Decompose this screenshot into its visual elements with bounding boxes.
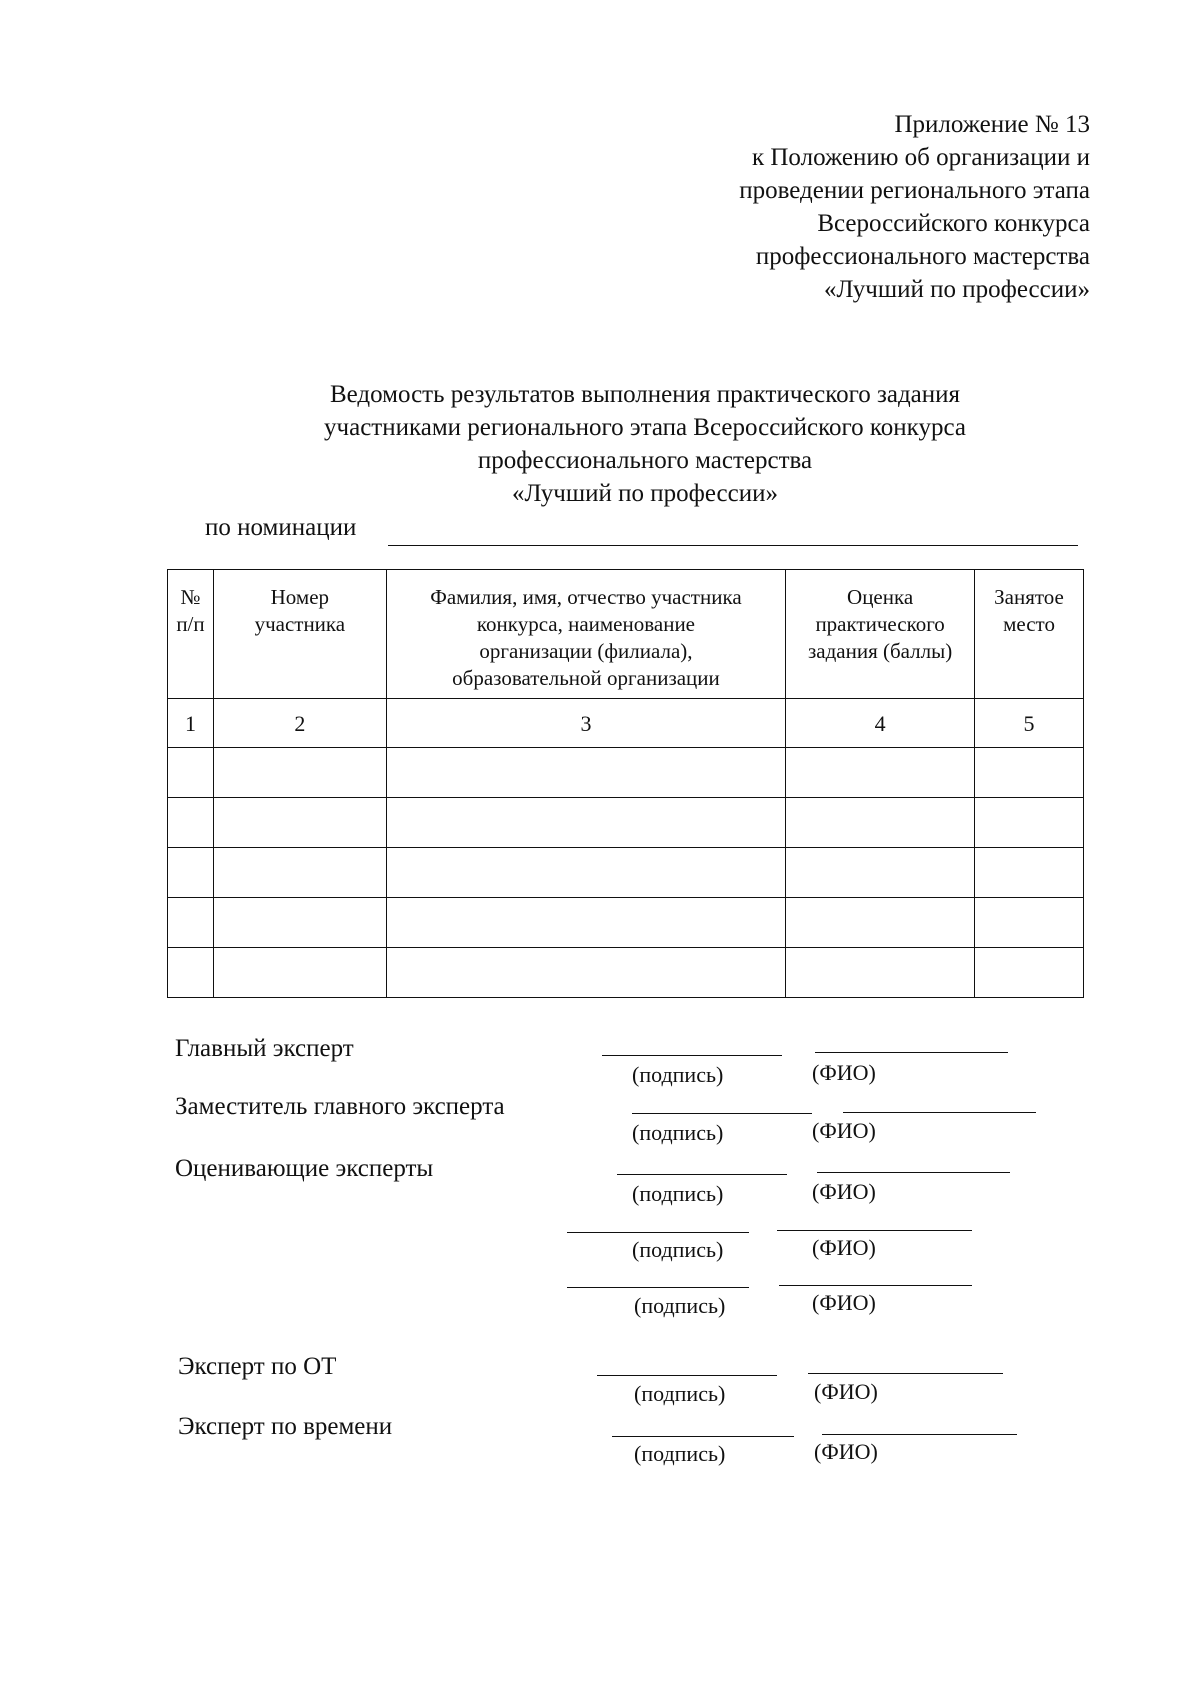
table-cell[interactable] <box>213 798 386 848</box>
table-cell[interactable] <box>786 898 975 948</box>
role-safety-expert: Эксперт по ОТ <box>178 1353 337 1380</box>
title-line: Ведомость результатов выполнения практического задания <box>329 381 961 408</box>
table-row <box>168 898 1084 948</box>
table-cell[interactable] <box>168 748 214 798</box>
nomination-label: по номинации <box>205 514 357 541</box>
table-cell[interactable] <box>386 948 785 998</box>
name-line[interactable] <box>779 1285 972 1286</box>
name-line[interactable] <box>843 1112 1036 1113</box>
signature-caption: (подпись) <box>632 1120 724 1145</box>
header-place: Занятое место <box>975 570 1084 699</box>
header-participant-number: Номер участника <box>213 570 386 699</box>
role-deputy-expert: Заместитель главного эксперта <box>175 1093 505 1120</box>
column-number: 3 <box>386 699 785 748</box>
column-numbers-row <box>168 699 1084 748</box>
table-cell[interactable] <box>975 748 1084 798</box>
role-evaluating-experts: Оценивающие эксперты <box>175 1155 434 1182</box>
signature-caption: (подпись) <box>634 1441 726 1466</box>
table-row <box>168 948 1084 998</box>
header-participant-name: Фамилия, имя, отчество участника конкурса, наименование организации (филиала), образовательной организации <box>386 570 785 699</box>
table-cell[interactable] <box>213 898 386 948</box>
table-row <box>168 848 1084 898</box>
header-index: № п/п <box>168 570 214 699</box>
table-cell[interactable] <box>975 798 1084 848</box>
table-cell[interactable] <box>386 798 785 848</box>
signature-line[interactable] <box>617 1174 787 1175</box>
signature-line[interactable] <box>602 1055 782 1056</box>
signature-line[interactable] <box>597 1375 777 1376</box>
document-title <box>0 378 1200 510</box>
table-cell[interactable] <box>213 848 386 898</box>
name-line[interactable] <box>815 1052 1008 1053</box>
signature-caption: (подпись) <box>632 1181 724 1206</box>
signature-caption: (подпись) <box>632 1062 724 1087</box>
table-row <box>168 748 1084 798</box>
table-cell[interactable] <box>213 748 386 798</box>
appendix-line: Всероссийского конкурса <box>817 210 1090 237</box>
table-cell[interactable] <box>975 848 1084 898</box>
table-cell[interactable] <box>386 898 785 948</box>
table-cell[interactable] <box>786 848 975 898</box>
name-caption: (ФИО) <box>812 1060 876 1085</box>
table-cell[interactable] <box>975 948 1084 998</box>
signature-caption: (подпись) <box>634 1293 726 1318</box>
table-cell[interactable] <box>786 798 975 848</box>
header-score: Оценка практического задания (баллы) <box>786 570 975 699</box>
role-chief-expert: Главный эксперт <box>175 1035 354 1062</box>
name-caption: (ФИО) <box>812 1290 876 1315</box>
name-line[interactable] <box>817 1172 1010 1173</box>
table-cell[interactable] <box>386 848 785 898</box>
role-time-expert: Эксперт по времени <box>178 1413 393 1440</box>
signature-line[interactable] <box>567 1232 749 1233</box>
title-line: «Лучший по профессии» <box>511 480 779 507</box>
column-number: 5 <box>975 699 1084 748</box>
table-cell[interactable] <box>786 948 975 998</box>
results-table <box>167 569 1084 998</box>
appendix-line: к Положению об организации и <box>751 144 1090 171</box>
column-number: 2 <box>213 699 386 748</box>
name-line[interactable] <box>777 1230 972 1231</box>
name-caption: (ФИО) <box>814 1439 878 1464</box>
name-caption: (ФИО) <box>812 1179 876 1204</box>
signature-line[interactable] <box>567 1287 749 1288</box>
table-cell[interactable] <box>786 748 975 798</box>
nomination-field[interactable] <box>388 545 1078 546</box>
signature-caption: (подпись) <box>634 1381 726 1406</box>
table-cell[interactable] <box>168 948 214 998</box>
table-cell[interactable] <box>168 848 214 898</box>
table-cell[interactable] <box>168 898 214 948</box>
name-caption: (ФИО) <box>812 1118 876 1143</box>
table-row <box>168 798 1084 848</box>
column-number: 1 <box>168 699 214 748</box>
table-cell[interactable] <box>386 748 785 798</box>
title-line: участниками регионального этапа Всероссийского конкурса <box>324 414 966 441</box>
name-caption: (ФИО) <box>814 1379 878 1404</box>
appendix-block <box>739 108 1090 306</box>
appendix-line: Приложение № 13 <box>894 111 1090 138</box>
table-cell[interactable] <box>213 948 386 998</box>
name-line[interactable] <box>822 1434 1017 1435</box>
appendix-line: «Лучший по профессии» <box>823 276 1090 303</box>
table-header-row <box>168 570 1084 699</box>
table-cell[interactable] <box>168 798 214 848</box>
name-caption: (ФИО) <box>812 1235 876 1260</box>
signature-line[interactable] <box>632 1113 812 1114</box>
signature-caption: (подпись) <box>632 1237 724 1262</box>
appendix-line: проведении регионального этапа <box>739 177 1090 204</box>
signature-line[interactable] <box>612 1436 794 1437</box>
table-cell[interactable] <box>975 898 1084 948</box>
title-line: профессионального мастерства <box>477 447 813 474</box>
column-number: 4 <box>786 699 975 748</box>
appendix-line: профессионального мастерства <box>755 243 1090 270</box>
name-line[interactable] <box>808 1373 1003 1374</box>
